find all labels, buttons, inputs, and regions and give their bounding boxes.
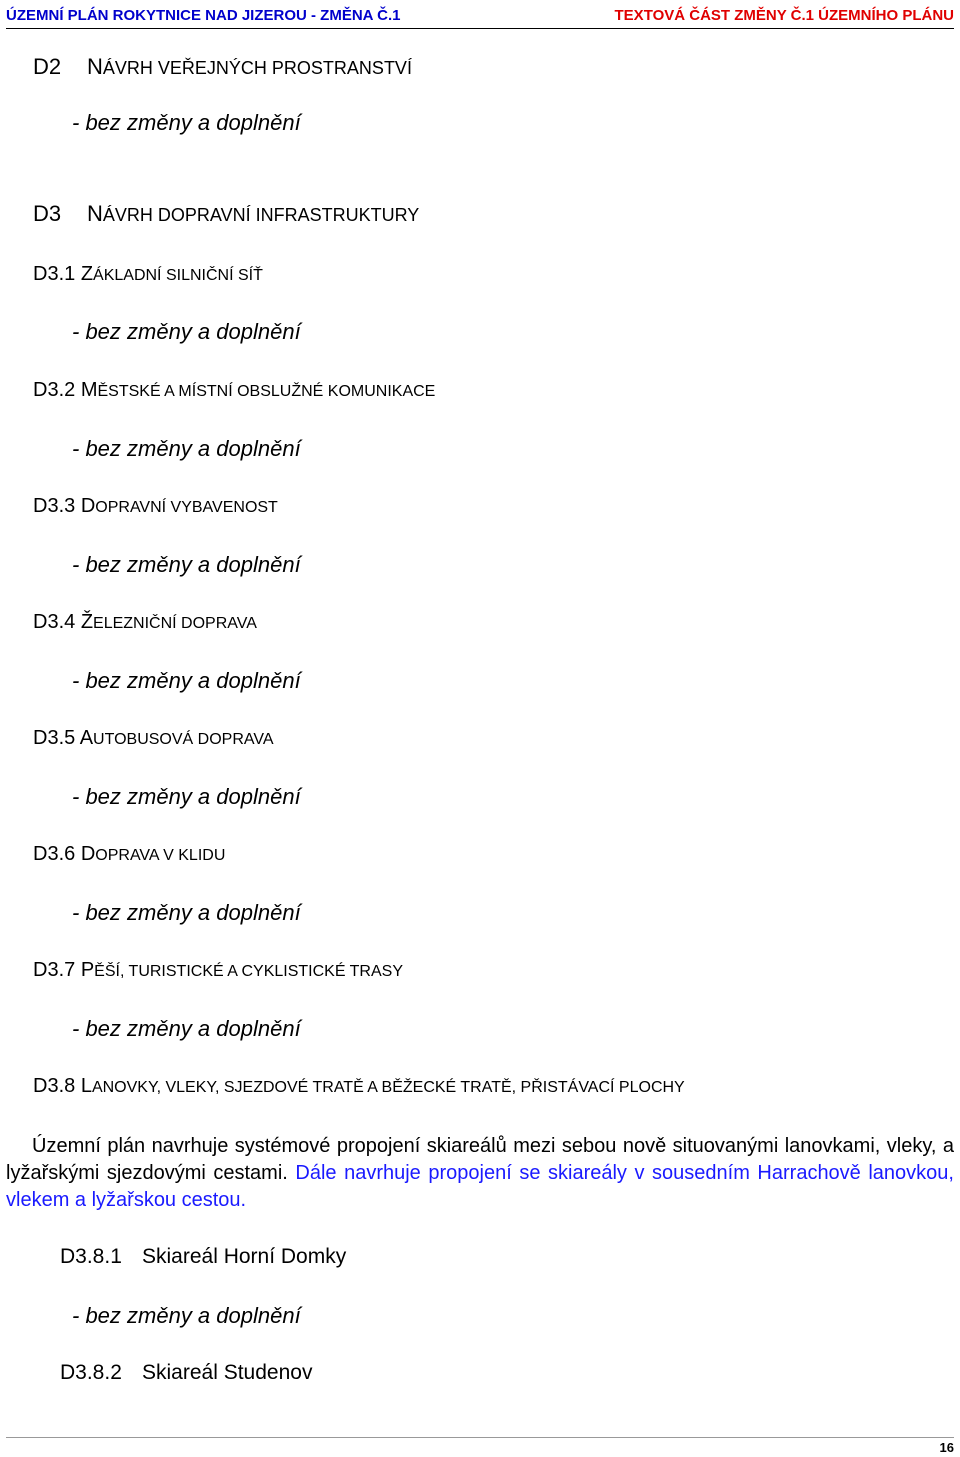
no-change-text: - bez změny a doplnění — [72, 552, 301, 577]
heading-d3-8-2: D3.8.2 Skiareál Studenov — [60, 1361, 313, 1384]
no-change-text: - bez změny a doplnění — [72, 1303, 301, 1328]
no-change-text: - bez změny a doplnění — [72, 319, 301, 344]
paragraph-lanovky — [6, 1133, 954, 1214]
heading-d3-7: D3.7 PĚŠÍ, TURISTICKÉ A CYKLISTICKÉ TRASY — [33, 959, 403, 981]
heading-d3-2: D3.2 MĚSTSKÉ A MÍSTNÍ OBSLUŽNÉ KOMUNIKACE — [33, 379, 436, 401]
no-change-text: - bez změny a doplnění — [72, 1016, 301, 1041]
heading-d3-1: D3.1 ZÁKLADNÍ SILNIČNÍ SÍŤ — [33, 263, 263, 285]
heading-d3-4: D3.4 ŽELEZNIČNÍ DOPRAVA — [33, 611, 257, 633]
heading-d2: D2 NÁVRH VEŘEJNÝCH PROSTRANSTVÍ — [33, 54, 412, 79]
no-change-text: - bez změny a doplnění — [72, 784, 301, 809]
page-header — [6, 4, 954, 29]
heading-d3-3: D3.3 DOPRAVNÍ VYBAVENOST — [33, 495, 278, 517]
heading-d3-5: D3.5 AUTOBUSOVÁ DOPRAVA — [33, 727, 274, 749]
no-change-text: - bez změny a doplnění — [72, 436, 301, 461]
page-number: 16 — [939, 1440, 954, 1455]
paragraph-black-text: Územní plán navrhuje systémové propojení skiareálů mezi sebou nově situovanými lanovkami, vleky, a lyžařskými sjezdovými cestami. — [6, 1135, 954, 1184]
document-title: ÚZEMNÍ PLÁN ROKYTNICE NAD JIZEROU - ZMĚNA Č.1 — [6, 7, 401, 24]
heading-d3-6: D3.6 DOPRAVA V KLIDU — [33, 843, 226, 865]
no-change-text: - bez změny a doplnění — [72, 668, 301, 693]
section-title: TEXTOVÁ ČÁST ZMĚNY Č.1 ÚZEMNÍHO PLÁNU — [614, 7, 954, 24]
paragraph-blue-text: Dále navrhuje propojení se skiareály v sousedním Harrachově lanovkou, vlekem a lyžařskou cestou. — [6, 1162, 954, 1211]
heading-d3-8-1: D3.8.1 Skiareál Horní Domky — [60, 1245, 347, 1268]
no-change-text: - bez změny a doplnění — [72, 900, 301, 925]
heading-d3: D3 NÁVRH DOPRAVNÍ INFRASTRUKTURY — [33, 201, 420, 226]
heading-d3-8: D3.8 LANOVKY, VLEKY, SJEZDOVÉ TRATĚ A BĚŽECKÉ TRATĚ, PŘISTÁVACÍ PLOCHY — [33, 1075, 685, 1097]
footer-divider — [6, 1437, 954, 1438]
no-change-text: - bez změny a doplnění — [72, 110, 301, 135]
